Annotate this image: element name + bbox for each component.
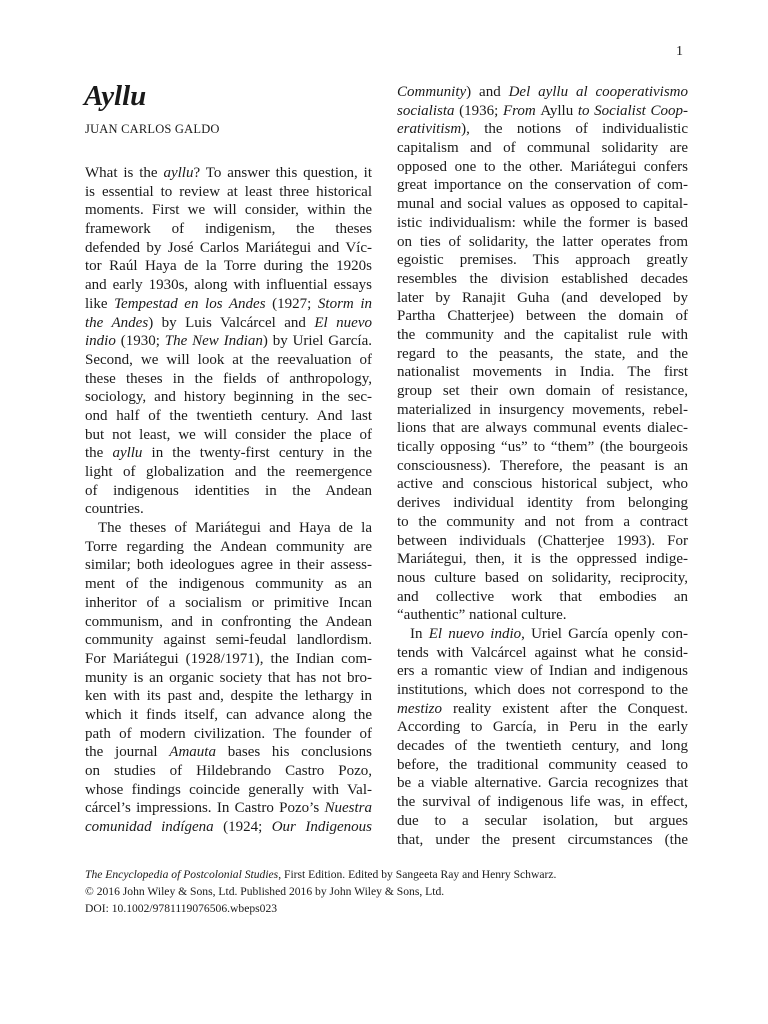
text-line — [397, 83, 688, 102]
italic-text: erativitism — [397, 121, 462, 138]
text-segment: ers a romantic view of Indian and indigenous — [397, 663, 688, 680]
text-segment: ) and — [466, 84, 509, 100]
text-line — [397, 401, 688, 420]
text-line — [85, 463, 372, 482]
italic-text: El nuevo indio — [428, 625, 522, 642]
italic-text: Amauta — [169, 744, 216, 761]
book-title: The Encyclopedia of Postcolonial Studies — [85, 868, 279, 881]
text-segment: nationalist movements in India. The first — [397, 364, 688, 381]
paragraph — [85, 519, 372, 837]
text-segment: nous culture based on solidarity, reciprocity, — [397, 569, 688, 586]
italic-text: socialista — [397, 102, 455, 119]
left-column — [85, 164, 372, 837]
text-line — [397, 793, 688, 812]
text-segment: sociology, and history beginning in the sec- — [85, 389, 372, 406]
text-line — [85, 295, 372, 314]
text-line — [397, 625, 688, 644]
text-segment: Partha Chatterjee) between the domain of — [397, 308, 688, 325]
author-name: JUAN CARLOS GALDO — [85, 122, 220, 136]
text-line — [85, 781, 372, 800]
text-line — [85, 706, 372, 725]
text-segment: For Mariátegui (1928/1971), the Indian com- — [85, 650, 372, 667]
text-segment: ) by Luis Valcárcel and — [148, 314, 315, 331]
page-number: 1 — [676, 44, 683, 59]
text-segment: whose findings coincide generally with Val- — [85, 781, 372, 798]
text-line — [85, 594, 372, 613]
text-segment: resembles the division established decades — [397, 270, 688, 287]
text-segment: similar; both ideologues agree in their assess- — [85, 557, 372, 574]
text-line — [85, 519, 372, 538]
text-line — [397, 513, 688, 532]
text-line — [85, 575, 372, 594]
text-line — [85, 370, 372, 389]
text-line — [397, 363, 688, 382]
text-segment: “authentic” national culture. — [397, 607, 567, 624]
text-line — [397, 662, 688, 681]
text-line — [397, 195, 688, 214]
text-segment: and collective work that embodies an — [397, 588, 688, 605]
text-line — [85, 482, 372, 501]
text-segment: reality existent after the Conquest. — [442, 700, 688, 717]
text-line — [397, 756, 688, 775]
text-segment: moments. First we will consider, within the — [85, 202, 372, 219]
text-segment: the survival of indigenous life was, in effect, — [397, 794, 688, 811]
text-segment: Mariátegui, then, it is the oppressed indige- — [397, 551, 688, 568]
text-segment: tends with Valcárcel against what he consid- — [397, 644, 688, 661]
text-line — [397, 812, 688, 831]
text-segment: , Uriel García openly con- — [521, 625, 688, 642]
text-segment: framework of indigenism, the theses — [85, 221, 372, 238]
text-line — [397, 700, 688, 719]
text-line — [85, 220, 372, 239]
italic-text: Tempestad en los Andes — [114, 295, 266, 312]
text-line — [85, 183, 372, 202]
text-segment: on studies of Hildebrando Castro Pozo, — [85, 763, 372, 779]
text-segment: later by Ranajit Guha (and developed by — [397, 289, 688, 306]
text-segment: the community and the capitalist rule with — [397, 326, 688, 343]
text-segment: inheritor of a socialism or primitive Incan — [85, 594, 372, 611]
italic-text: Nuestra — [324, 800, 372, 817]
text-segment: to the community and not from a contract — [397, 513, 688, 530]
text-segment: of indigenous identities in the Andean — [85, 482, 372, 499]
text-segment: consciousness). Therefore, the peasant is an — [397, 457, 688, 474]
text-line — [397, 606, 688, 625]
text-line — [397, 382, 688, 401]
text-segment: between individuals (Chatterjee 1993). For — [397, 532, 688, 549]
text-line — [397, 120, 688, 139]
text-segment: which it finds itself, can advance along the — [85, 706, 372, 723]
italic-text: to Socialist Coop- — [573, 102, 688, 119]
text-segment: In — [410, 625, 429, 642]
italic-text: comunidad indígena — [85, 819, 214, 836]
text-segment: tor Raúl Haya de la Torre during the 1920s — [85, 258, 372, 275]
text-line — [397, 214, 688, 233]
text-line — [85, 631, 372, 650]
text-line — [85, 388, 372, 407]
text-line — [85, 351, 372, 370]
text-segment: ) by Uriel García. — [262, 333, 372, 350]
text-segment: Torre regarding the Andean community are — [85, 538, 372, 555]
text-segment: derives individual identity from belonging — [397, 495, 688, 512]
text-segment: be a viable alternative. Garcia recognizes that — [397, 775, 688, 792]
text-line — [85, 669, 372, 688]
text-segment: community against semi-feudal landlordism. — [85, 632, 372, 649]
italic-text: ayllu — [163, 165, 194, 181]
text-line — [397, 102, 688, 121]
italic-text: indio — [85, 333, 116, 350]
text-segment: According to García, in Peru in the early — [397, 719, 688, 736]
italic-text: Del ayllu al cooperativismo — [508, 84, 688, 100]
text-line — [85, 276, 372, 295]
text-line — [397, 289, 688, 308]
paragraph — [85, 164, 372, 519]
text-line — [397, 718, 688, 737]
text-line — [85, 818, 372, 837]
text-segment: path of modern civilization. The founder of — [85, 725, 372, 742]
footer-doi: DOI: 10.1002/9781119076506.wbeps023 — [85, 902, 278, 915]
text-line — [85, 650, 372, 669]
text-segment: defended by José Carlos Mariátegui and Víc- — [85, 239, 372, 256]
text-segment: countries. — [85, 501, 144, 518]
text-line — [85, 538, 372, 557]
text-segment: egoistic premises. This approach greatly — [397, 252, 688, 269]
text-line — [85, 762, 372, 781]
text-segment: but not least, we will consider the place of — [85, 426, 372, 443]
text-segment: light of globalization and the reemergence — [85, 464, 372, 480]
footer-copyright: © 2016 John Wiley & Sons, Ltd. Published 2016 by John Wiley & Sons, Ltd. — [85, 885, 445, 898]
text-segment: Ayllu — [540, 102, 574, 119]
text-segment: materialized in insurgency movements, rebel- — [397, 401, 688, 418]
text-line — [85, 314, 372, 333]
italic-text: Our Indigenous — [271, 819, 372, 836]
text-line — [85, 500, 372, 519]
text-segment: and early 1930s, along with influential essays — [85, 277, 372, 294]
text-segment: (1924; — [213, 819, 272, 836]
text-line — [397, 326, 688, 345]
text-segment: active and conscious historical subject, who — [397, 476, 688, 493]
text-line — [397, 494, 688, 513]
text-segment: tically opposing “us” to “them” (the bourgeois — [397, 439, 688, 456]
text-line — [397, 176, 688, 195]
text-line — [85, 613, 372, 632]
text-segment: istic individualism: while the former is based — [397, 214, 688, 231]
text-line — [397, 419, 688, 438]
text-line — [397, 569, 688, 588]
italic-text: ayllu — [112, 445, 143, 462]
text-line — [397, 475, 688, 494]
text-line — [85, 407, 372, 426]
text-segment: group set their own domain of resistance, — [397, 383, 688, 399]
text-segment: before, the traditional community ceased to — [397, 756, 688, 773]
text-segment: ), the notions of individualistic — [461, 121, 688, 138]
text-segment: that, under the present circumstances (the — [397, 831, 688, 848]
text-segment: (1936; — [454, 102, 503, 119]
text-segment: lions that are always communal events dialec- — [397, 420, 688, 437]
text-segment: decades of the twentieth century, and long — [397, 738, 688, 755]
text-line — [85, 799, 372, 818]
text-segment: on ties of solidarity, the latter operates from — [397, 233, 688, 250]
text-line — [397, 251, 688, 270]
text-segment: communism, and in confronting the Andean — [85, 613, 372, 630]
text-line — [397, 158, 688, 177]
text-segment: capitalism and of communal solidarity are — [397, 140, 688, 157]
text-line — [85, 201, 372, 220]
text-segment: these theses in the fields of anthropology, — [85, 370, 372, 387]
text-segment: bases his conclusions — [215, 744, 372, 761]
text-line — [397, 644, 688, 663]
text-segment: ? To answer this question, it — [193, 165, 372, 181]
text-segment: cárcel’s impressions. In Castro Pozo’s — [85, 800, 325, 817]
text-line — [397, 270, 688, 289]
paragraph — [397, 625, 688, 849]
italic-text: El nuevo — [314, 314, 372, 331]
text-segment: great importance on the conservation of com- — [397, 177, 688, 194]
text-segment: like — [85, 295, 115, 312]
text-segment: (1927; — [265, 295, 318, 312]
text-line — [85, 426, 372, 445]
text-line — [397, 532, 688, 551]
text-line — [397, 681, 688, 700]
article-title: Ayllu — [84, 80, 147, 112]
text-line — [397, 457, 688, 476]
italic-text: mestizo — [397, 700, 442, 717]
italic-text: From — [502, 102, 541, 119]
text-line — [397, 588, 688, 607]
text-segment: (1930; — [115, 333, 165, 350]
text-segment: ken with its past and, despite the lethargy in — [85, 688, 372, 705]
text-segment: the journal — [85, 744, 170, 761]
text-line — [397, 774, 688, 793]
text-line — [397, 345, 688, 364]
right-column — [397, 83, 688, 849]
italic-text: Community — [397, 84, 467, 100]
footer-edition-line — [85, 866, 556, 883]
text-segment: What is the — [85, 165, 164, 181]
text-segment: due to a secular isolation, but argues — [397, 812, 688, 829]
text-segment: munal and social values as opposed to capital- — [397, 196, 688, 213]
text-line — [85, 743, 372, 762]
text-segment: The theses of Mariátegui and Haya de la — [98, 520, 372, 537]
text-line — [397, 139, 688, 158]
text-segment: regard to the peasants, the state, and the — [397, 345, 688, 362]
text-line — [397, 233, 688, 252]
italic-text: the Andes — [85, 314, 149, 331]
text-line — [397, 307, 688, 326]
text-segment: opposed one to the other. Mariátegui confers — [397, 158, 688, 175]
text-line — [397, 550, 688, 569]
text-line — [85, 332, 372, 351]
text-line — [85, 164, 372, 183]
text-segment: ond half of the twentieth century. And last — [85, 407, 372, 424]
paragraph — [397, 83, 688, 625]
text-line — [397, 438, 688, 457]
edition-text: , First Edition. Edited by Sangeeta Ray and Henry Schwarz. — [278, 868, 557, 881]
text-line — [85, 687, 372, 706]
text-segment: Second, we will look at the reevaluation of — [85, 351, 372, 368]
text-segment: munity is an organic society that has not bro- — [85, 669, 372, 686]
italic-text: Storm in — [317, 295, 372, 312]
text-line — [85, 257, 372, 276]
text-line — [397, 737, 688, 756]
text-line — [85, 556, 372, 575]
text-line — [397, 831, 688, 850]
text-segment: ment of the indigenous community as an — [85, 576, 372, 593]
text-segment: the — [85, 445, 113, 462]
text-line — [85, 239, 372, 258]
citation-footer — [85, 866, 556, 917]
text-segment: in the twenty-first century in the — [142, 445, 372, 462]
text-segment: institutions, which does not correspond to the — [397, 682, 688, 698]
text-line — [85, 444, 372, 463]
italic-text: The New Indian — [164, 333, 263, 350]
text-segment: is essential to review at least three historical — [85, 183, 372, 200]
text-line — [85, 725, 372, 744]
